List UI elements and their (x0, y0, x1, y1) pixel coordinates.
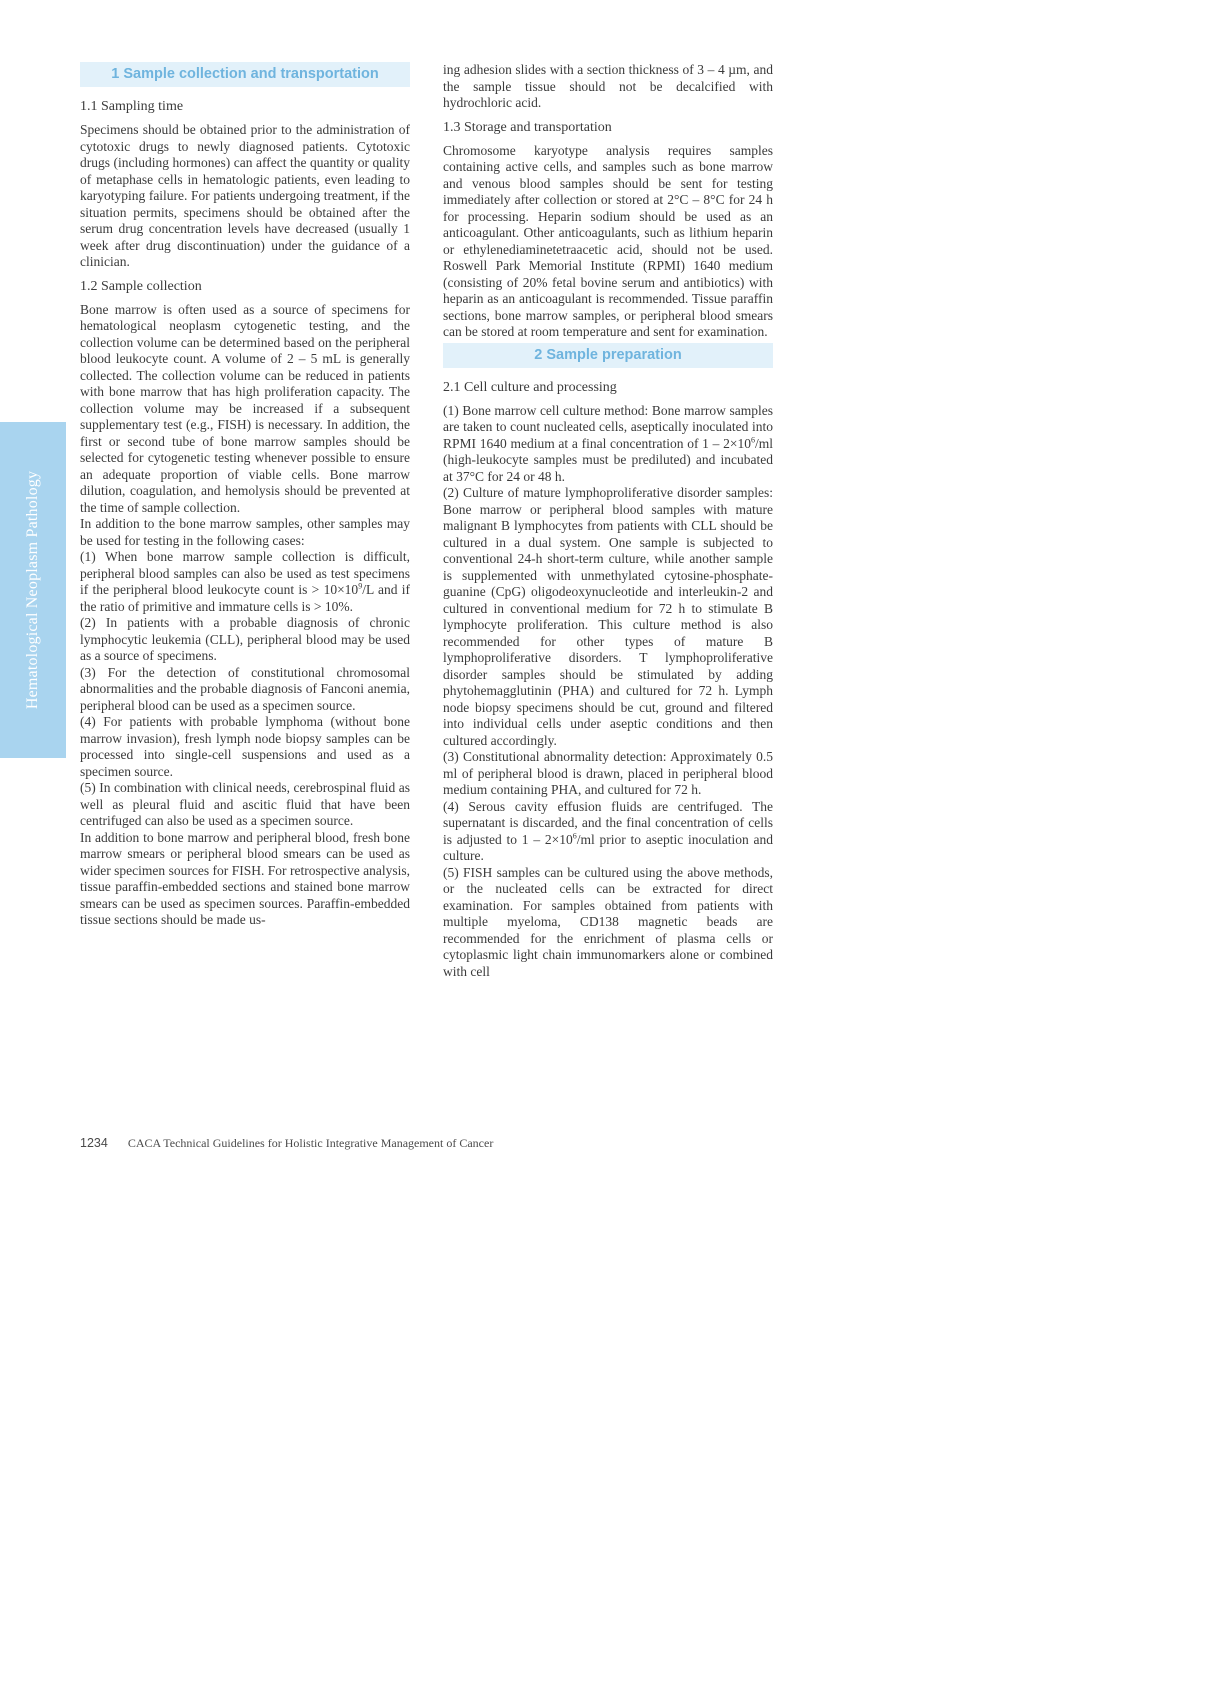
culture-item-4: (4) Serous cavity effusion fluids are centrifuged. The supernatant is discarded, and the final concentration of cells is adjusted to $1 - 2\times 10^6/ml$ prior to aseptic inoculation and culture. (443, 798, 773, 863)
culture-item-3: (3) Constitutional abnormality detection: Approximately 0.5 ml of peripheral blood is drawn, placed in peripheral blood medium containing PHA, and cultured for 72 h. (443, 749, 773, 797)
culture-item-1: (1) Bone marrow cell culture method: Bone marrow samples are taken to count nucleated cells, aseptically inoculated into RPMI 1640 medium at a final concentration of $1 - 2\times 10^6/ml$ (high-leukocyte samples must be prediluted) and incubated at 37°C for 24 or 48 h. (443, 402, 773, 484)
paragraph-1-2a: Bone marrow is often used as a source of specimens for hematological neoplasm cytogenetic testing, and the collection volume can be determined based on the peripheral blood leukocyte count. A volume of 2 – 5 mL is generally collected. The collection volume can be reduced in patients with bone marrow that has high proliferation capacity. The collection volume may be increased if a subsequent supplementary test (e.g., FISH) is necessary. In addition, the first or second tube of bone marrow samples should be selected for cytogenetic testing whenever possible to ensure an adequate proportion of viable cells. Bone marrow dilution, coagulation, and hemolysis should be prevented at the time of sample collection. (80, 301, 410, 515)
right-column (443, 62, 773, 980)
heading-2-1: 2.1 Cell culture and processing (443, 379, 617, 395)
list-item-4: (4) For patients with probable lymphoma (without bone marrow invasion), fresh lymph node biopsy samples can be processed into single-cell suspensions and used as a specimen source. (80, 714, 410, 779)
culture-item-5: (5) FISH samples can be cultured using the above methods, or the nucleated cells can be extracted for direct examination. For samples obtained from patients with multiple myeloma, CD138 magnetic beads are recommended for the enrichment of plasma cells or cytoplasmic light chain immunomarkers alone or combined with cell (443, 864, 773, 979)
paragraph-continued: ing adhesion slides with a section thickness of 3 – 4 µm, and the sample tissue should not be decalcified with hydrochloric acid. (443, 62, 773, 110)
left-column (80, 62, 410, 929)
heading-1-1: 1.1 Sampling time (80, 99, 184, 114)
list-item-3: (3) For the detection of constitutional chromosomal abnormalities and the probable diagnosis of Fanconi anemia, peripheral blood can be used as a specimen source. (80, 664, 410, 713)
heading-1-2: 1.2 Sample collection (80, 278, 202, 294)
list-item-1: (1) When bone marrow sample collection is difficult, peripheral blood samples can also be used as test specimens if the peripheral blood leukocyte count is > $10\times 10^9/L$ and if the ratio of primitive and immature cells is > 10%. (80, 549, 410, 614)
paragraph-1-2b: In addition to the bone marrow samples, other samples may be used for testing in the following cases: (80, 516, 410, 548)
paragraph-1-2c: In addition to bone marrow and peripheral blood, fresh bone marrow smears or peripheral blood smears can be used as wider specimen sources for FISH. For retrospective analysis, tissue paraffin-embedded sections and stained bone marrow smears can be used as specimen sources. Paraffin-embedded tissue sections should be made us- (80, 829, 410, 927)
page-number: 1234 (80, 1136, 108, 1150)
page-footer (80, 1136, 493, 1151)
paragraph-1-3: Chromosome karyotype analysis requires samples containing active cells, and samples such as bone marrow and venous blood samples should be sent for testing immediately after collection or stored at 2°C – 8°C for 24 h for processing. Heparin sodium should be used as an anticoagulant. Other anticoagulants, such as lithium heparin or ethylenediaminetetraacetic acid, should not be used. Roswell Park Memorial Institute (RPMI) 1640 medium (consisting of 20% fetal bovine serum and antibiotics) with heparin as an anticoagulant is recommended. Tissue paraffin sections, bone marrow samples, or peripheral blood smears can be stored at room temperature and sent for examination. (443, 142, 773, 339)
journal-title: CACA Technical Guidelines for Holistic Integrative Management of Cancer (127, 1136, 494, 1150)
list-item-2: (2) In patients with a probable diagnosis of chronic lymphocytic leukemia (CLL), peripheral blood may be used as a source of specimens. (80, 615, 410, 663)
heading-1-3: 1.3 Storage and transportation (443, 119, 612, 135)
section-banner-1: 1 Sample collection and transportation (80, 62, 410, 87)
paragraph-1-1: Specimens should be obtained prior to the administration of cytotoxic drugs to newly diagnosed patients. Cytotoxic drugs (including hormones) can affect the quantity or quality of metaphase cells in hematologic patients, even leading to karyotyping failure. For patients undergoing treatment, if the situation permits, specimens should be obtained after the serum drug concentration levels have decreased (usually 1 week after drug discontinuation) under the guidance of a clinician. (80, 122, 410, 269)
side-tab (0, 422, 66, 758)
side-tab-label: Hematological Neoplasm Pathology (24, 470, 41, 710)
section-banner-2: 2 Sample preparation (443, 343, 773, 368)
culture-item-2: (2) Culture of mature lymphoproliferative disorder samples: Bone marrow or peripheral blood samples with mature malignant B lymphocytes from patients with CLL should be cultured in a dual system. One sample is subjected to conventional 24-h short-term culture, while another sample is supplemented with unmethylated cytosine-phosphate-guanine (CpG) oligodeoxynucleotide and interleukin-2 and cultured in conventional medium for 72 h to stimulate B lymphocyte proliferation. This culture method is also recommended for other types of mature B lymphoproliferative disorders. T lymphoproliferative disorder samples should be stimulated by adding phytohemagglutinin (PHA) and cultured for 72 h. Lymph node biopsy specimens should be cut, ground and filtered into individual cells under aseptic conditions and then cultured accordingly. (443, 485, 773, 748)
list-item-5: (5) In combination with clinical needs, cerebrospinal fluid as well as pleural fluid and ascitic fluid that have been centrifuged can also be used as a specimen source. (80, 780, 410, 828)
